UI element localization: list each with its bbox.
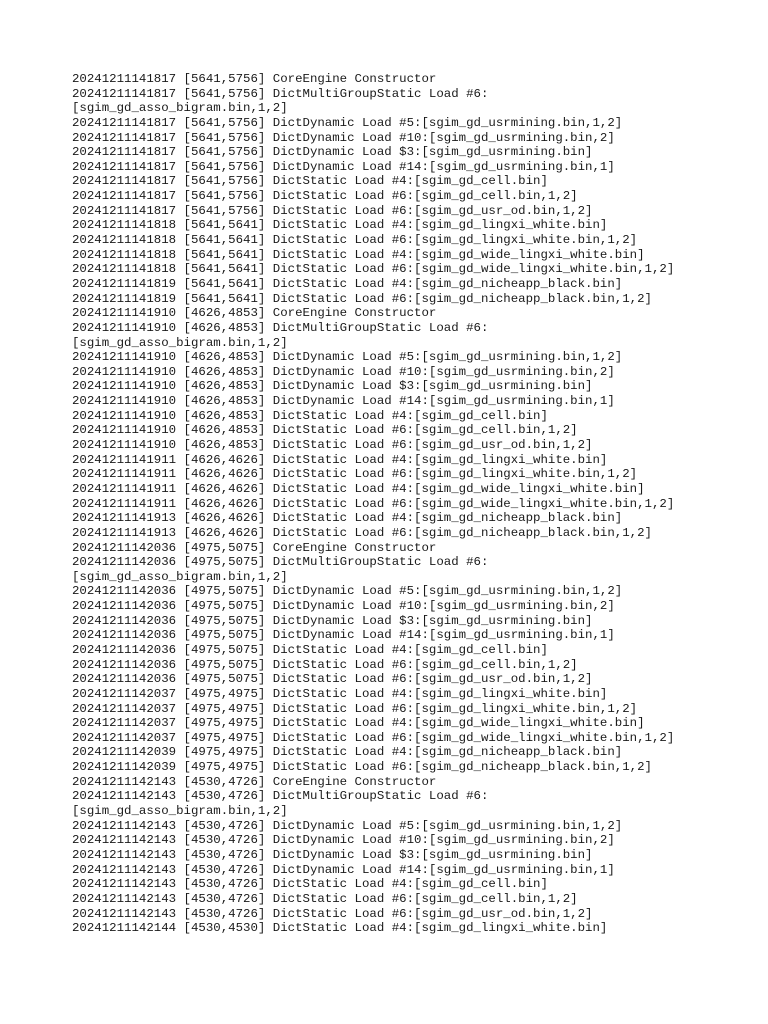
log-line: 20241211141910 [4626,4853] DictDynamic Load #10:[sgim_gd_usrmining.bin,2] xyxy=(72,364,615,379)
log-line: 20241211141817 [5641,5756] DictStatic Load #6:[sgim_gd_cell.bin,1,2] xyxy=(72,189,578,204)
log-line: 20241211141818 [5641,5641] DictStatic Load #6:[sgim_gd_wide_lingxi_white.bin,1,2] xyxy=(72,262,675,277)
log-line: 20241211141817 [5641,5756] DictStatic Load #6:[sgim_gd_usr_od.bin,1,2] xyxy=(72,203,593,218)
log-line: 20241211142143 [4530,4726] DictDynamic Load #5:[sgim_gd_usrmining.bin,1,2] xyxy=(72,818,623,833)
log-line: 20241211141910 [4626,4853] DictDynamic Load #5:[sgim_gd_usrmining.bin,1,2] xyxy=(72,350,623,365)
log-line: 20241211142036 [4975,5075] DictDynamic Load $3:[sgim_gd_usrmining.bin] xyxy=(72,613,593,628)
log-line: 20241211141817 [5641,5756] CoreEngine Constructor xyxy=(72,72,437,86)
log-line: 20241211142144 [4530,4530] DictStatic Load #4:[sgim_gd_lingxi_white.bin] xyxy=(72,921,608,936)
log-line: 20241211141910 [4626,4853] DictDynamic Load $3:[sgim_gd_usrmining.bin] xyxy=(72,379,593,394)
log-line: 20241211141913 [4626,4626] DictStatic Load #6:[sgim_gd_nicheapp_black.bin,1,2] xyxy=(72,525,652,540)
log-line: 20241211141911 [4626,4626] DictStatic Load #6:[sgim_gd_wide_lingxi_white.bin,1,2] xyxy=(72,496,675,511)
log-line: 20241211141817 [5641,5756] DictMultiGroupStatic Load #6: xyxy=(72,86,489,101)
log-line: 20241211141817 [5641,5756] DictStatic Load #4:[sgim_gd_cell.bin] xyxy=(72,174,548,189)
log-text-block xyxy=(72,72,732,936)
log-line: 20241211142037 [4975,4975] DictStatic Load #4:[sgim_gd_lingxi_white.bin] xyxy=(72,686,608,701)
log-line: 20241211142039 [4975,4975] DictStatic Load #4:[sgim_gd_nicheapp_black.bin] xyxy=(72,745,623,760)
log-line: 20241211141818 [5641,5641] DictStatic Load #4:[sgim_gd_lingxi_white.bin] xyxy=(72,218,608,233)
log-line: 20241211141910 [4626,4853] DictMultiGroupStatic Load #6: xyxy=(72,320,489,335)
log-line: [sgim_gd_asso_bigram.bin,1,2] xyxy=(72,804,288,819)
log-line: 20241211142036 [4975,5075] DictStatic Load #6:[sgim_gd_usr_od.bin,1,2] xyxy=(72,672,593,687)
log-line: 20241211142143 [4530,4726] DictDynamic Load #14:[sgim_gd_usrmining.bin,1] xyxy=(72,862,615,877)
log-line: 20241211141817 [5641,5756] DictDynamic Load #10:[sgim_gd_usrmining.bin,2] xyxy=(72,130,615,145)
log-line: 20241211142036 [4975,5075] DictMultiGroupStatic Load #6: xyxy=(72,555,489,570)
log-line: 20241211142039 [4975,4975] DictStatic Load #6:[sgim_gd_nicheapp_black.bin,1,2] xyxy=(72,760,652,775)
log-line: 20241211142143 [4530,4726] DictDynamic Load #10:[sgim_gd_usrmining.bin,2] xyxy=(72,833,615,848)
log-line: 20241211141910 [4626,4853] DictDynamic Load #14:[sgim_gd_usrmining.bin,1] xyxy=(72,394,615,409)
log-line: 20241211141911 [4626,4626] DictStatic Load #6:[sgim_gd_lingxi_white.bin,1,2] xyxy=(72,467,638,482)
log-line: 20241211141913 [4626,4626] DictStatic Load #4:[sgim_gd_nicheapp_black.bin] xyxy=(72,511,623,526)
log-line: 20241211141817 [5641,5756] DictDynamic Load $3:[sgim_gd_usrmining.bin] xyxy=(72,145,593,160)
log-line: 20241211141819 [5641,5641] DictStatic Load #6:[sgim_gd_nicheapp_black.bin,1,2] xyxy=(72,291,652,306)
log-line: [sgim_gd_asso_bigram.bin,1,2] xyxy=(72,335,288,350)
log-line: [sgim_gd_asso_bigram.bin,1,2] xyxy=(72,569,288,584)
log-line: 20241211141910 [4626,4853] CoreEngine Constructor xyxy=(72,306,437,321)
log-line: 20241211141818 [5641,5641] DictStatic Load #4:[sgim_gd_wide_lingxi_white.bin] xyxy=(72,247,645,262)
log-line: 20241211142037 [4975,4975] DictStatic Load #6:[sgim_gd_lingxi_white.bin,1,2] xyxy=(72,701,638,716)
log-line: 20241211142143 [4530,4726] DictStatic Load #6:[sgim_gd_cell.bin,1,2] xyxy=(72,891,578,906)
log-line: 20241211141818 [5641,5641] DictStatic Load #6:[sgim_gd_lingxi_white.bin,1,2] xyxy=(72,233,638,248)
log-line: 20241211141817 [5641,5756] DictDynamic Load #14:[sgim_gd_usrmining.bin,1] xyxy=(72,159,615,174)
log-line: 20241211142036 [4975,5075] DictDynamic Load #10:[sgim_gd_usrmining.bin,2] xyxy=(72,599,615,614)
log-line: 20241211141911 [4626,4626] DictStatic Load #4:[sgim_gd_wide_lingxi_white.bin] xyxy=(72,481,645,496)
log-line: 20241211142143 [4530,4726] DictStatic Load #6:[sgim_gd_usr_od.bin,1,2] xyxy=(72,906,593,921)
log-line: 20241211142036 [4975,5075] DictStatic Load #6:[sgim_gd_cell.bin,1,2] xyxy=(72,657,578,672)
log-line: 20241211142036 [4975,5075] CoreEngine Constructor xyxy=(72,540,437,555)
log-line: 20241211142037 [4975,4975] DictStatic Load #4:[sgim_gd_wide_lingxi_white.bin] xyxy=(72,716,645,731)
log-line: 20241211142036 [4975,5075] DictDynamic Load #5:[sgim_gd_usrmining.bin,1,2] xyxy=(72,584,623,599)
log-line: 20241211142037 [4975,4975] DictStatic Load #6:[sgim_gd_wide_lingxi_white.bin,1,2] xyxy=(72,730,675,745)
log-line: 20241211141910 [4626,4853] DictStatic Load #6:[sgim_gd_cell.bin,1,2] xyxy=(72,423,578,438)
log-line: 20241211141911 [4626,4626] DictStatic Load #4:[sgim_gd_lingxi_white.bin] xyxy=(72,452,608,467)
log-line: 20241211142143 [4530,4726] DictStatic Load #4:[sgim_gd_cell.bin] xyxy=(72,877,548,892)
log-line: 20241211141819 [5641,5641] DictStatic Load #4:[sgim_gd_nicheapp_black.bin] xyxy=(72,276,623,291)
log-line: 20241211141910 [4626,4853] DictStatic Load #4:[sgim_gd_cell.bin] xyxy=(72,408,548,423)
log-line: 20241211142036 [4975,5075] DictDynamic Load #14:[sgim_gd_usrmining.bin,1] xyxy=(72,628,615,643)
log-line: 20241211142143 [4530,4726] DictDynamic Load $3:[sgim_gd_usrmining.bin] xyxy=(72,847,593,862)
log-line: 20241211141910 [4626,4853] DictStatic Load #6:[sgim_gd_usr_od.bin,1,2] xyxy=(72,438,593,453)
log-line: 20241211142036 [4975,5075] DictStatic Load #4:[sgim_gd_cell.bin] xyxy=(72,642,548,657)
log-line: 20241211142143 [4530,4726] CoreEngine Constructor xyxy=(72,774,437,789)
log-line: 20241211141817 [5641,5756] DictDynamic Load #5:[sgim_gd_usrmining.bin,1,2] xyxy=(72,115,623,130)
log-line: [sgim_gd_asso_bigram.bin,1,2] xyxy=(72,101,288,116)
log-line: 20241211142143 [4530,4726] DictMultiGroupStatic Load #6: xyxy=(72,789,489,804)
